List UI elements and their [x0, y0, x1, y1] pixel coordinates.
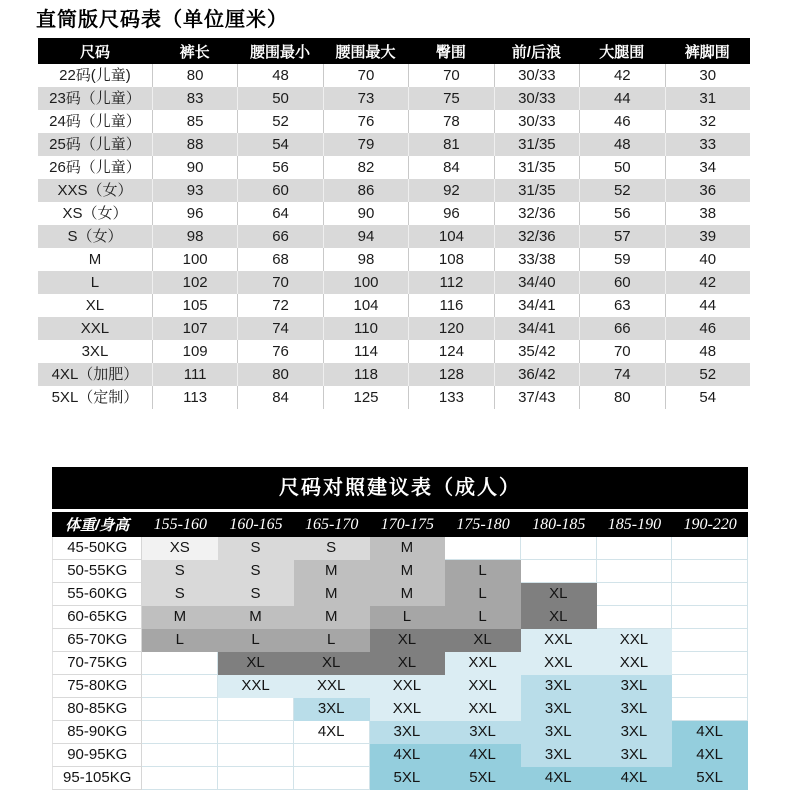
size-label-cell: M — [88, 251, 102, 268]
measurement-cell: 70 — [408, 64, 493, 87]
table-row — [38, 271, 750, 294]
measurement-cell: 75 — [408, 87, 493, 110]
recommended-size-cell: 4XL — [294, 721, 370, 744]
recommended-size-cell: S — [218, 560, 294, 583]
recommended-size-cell: 3XL — [445, 721, 521, 744]
weight-range-cell: 95-105KG — [52, 767, 142, 790]
measurement-cell: 80 — [237, 363, 322, 386]
empty-cell — [521, 560, 597, 583]
recommended-size-cell: 3XL — [370, 721, 446, 744]
measurement-cell: 74 — [579, 363, 664, 386]
measurement-cell: 35/42 — [494, 340, 579, 363]
empty-cell — [218, 744, 294, 767]
table-row — [52, 675, 748, 698]
recommended-size-cell: S — [218, 537, 294, 560]
recommended-size-cell: XXL — [597, 652, 673, 675]
measurement-cell: 94 — [323, 225, 408, 248]
measurement-cell: 68 — [237, 248, 322, 271]
measurement-cell: 57 — [579, 225, 664, 248]
measurement-cell: 66 — [237, 225, 322, 248]
table-row — [38, 248, 750, 271]
table-row — [38, 225, 750, 248]
weight-range-cell: 85-90KG — [52, 721, 142, 744]
measurement-cell: 92 — [408, 179, 493, 202]
measurement-cell: 80 — [152, 64, 237, 87]
empty-cell — [597, 583, 673, 606]
weight-range-cell: 80-85KG — [52, 698, 142, 721]
height-range-header: 160-165 — [218, 512, 294, 537]
measurement-cell: 44 — [579, 87, 664, 110]
measurement-cell: 105 — [152, 294, 237, 317]
recommended-size-cell: 3XL — [521, 721, 597, 744]
column-header: 裤长 — [152, 38, 237, 64]
measurement-cell: 100 — [323, 271, 408, 294]
weight-range-cell: 50-55KG — [52, 560, 142, 583]
measurement-cell: 107 — [152, 317, 237, 340]
column-header: 大腿围 — [579, 38, 664, 64]
table-row — [38, 87, 750, 110]
measurement-cell: 56 — [237, 156, 322, 179]
table-row — [52, 744, 748, 767]
measurement-cell: 54 — [237, 133, 322, 156]
recommended-size-cell: 5XL — [445, 767, 521, 790]
empty-cell — [142, 744, 218, 767]
empty-cell — [672, 698, 748, 721]
recommended-size-cell: XXL — [597, 629, 673, 652]
height-range-header: 190-220 — [672, 512, 748, 537]
recommended-size-cell: M — [370, 537, 446, 560]
recommended-size-cell: 5XL — [672, 767, 748, 790]
recommended-size-cell: XL — [370, 629, 446, 652]
measurement-cell: 78 — [408, 110, 493, 133]
measurement-cell: 74 — [237, 317, 322, 340]
size-recommendation-section — [52, 467, 748, 790]
recommended-size-cell: XL — [294, 652, 370, 675]
measurement-cell: 31/35 — [494, 156, 579, 179]
measurement-cell: 90 — [152, 156, 237, 179]
recommended-size-cell: XL — [521, 606, 597, 629]
measurement-cell: 50 — [237, 87, 322, 110]
recommended-size-cell: 3XL — [521, 698, 597, 721]
height-range-header: 170-175 — [370, 512, 446, 537]
measurement-cell: 63 — [579, 294, 664, 317]
measurement-cell: 73 — [323, 87, 408, 110]
straight-size-chart-title: 直筒版尺码表（单位厘米） — [36, 9, 288, 31]
recommended-size-cell: XXL — [521, 652, 597, 675]
measurement-cell: 102 — [152, 271, 237, 294]
measurement-cell: 60 — [237, 179, 322, 202]
size-label-cell: L — [90, 274, 100, 291]
measurement-cell: 84 — [408, 156, 493, 179]
size-label-cell: XS（女） — [62, 205, 128, 222]
measurement-cell: 52 — [579, 179, 664, 202]
measurement-cell: 116 — [408, 294, 493, 317]
measurement-cell: 83 — [152, 87, 237, 110]
recommended-size-cell: XXL — [445, 652, 521, 675]
column-header: 尺码 — [38, 38, 152, 64]
measurement-cell: 31/35 — [494, 133, 579, 156]
measurement-cell: 34/41 — [494, 294, 579, 317]
recommended-size-cell: XL — [521, 583, 597, 606]
empty-cell — [672, 629, 748, 652]
measurement-cell: 64 — [237, 202, 322, 225]
weight-range-cell: 90-95KG — [52, 744, 142, 767]
recommended-size-cell: S — [218, 583, 294, 606]
measurement-cell: 46 — [579, 110, 664, 133]
table-row — [52, 652, 748, 675]
column-header: 裤脚围 — [665, 38, 750, 64]
measurement-cell: 96 — [152, 202, 237, 225]
empty-cell — [445, 537, 521, 560]
measurement-cell: 42 — [665, 271, 750, 294]
size-label-cell: 5XL（定制） — [51, 389, 139, 406]
height-range-header: 185-190 — [597, 512, 673, 537]
measurement-cell: 100 — [152, 248, 237, 271]
measurement-cell: 79 — [323, 133, 408, 156]
measurement-cell: 84 — [237, 386, 322, 409]
recommended-size-cell: L — [445, 560, 521, 583]
recommended-size-cell: 4XL — [445, 744, 521, 767]
table-row — [52, 629, 748, 652]
size-recommendation-table — [52, 512, 748, 790]
height-range-header: 175-180 — [445, 512, 521, 537]
measurement-cell: 124 — [408, 340, 493, 363]
height-range-header: 180-185 — [521, 512, 597, 537]
recommended-size-cell: L — [445, 606, 521, 629]
measurement-cell: 33 — [665, 133, 750, 156]
weight-range-cell: 45-50KG — [52, 537, 142, 560]
measurement-cell: 125 — [323, 386, 408, 409]
recommended-size-cell: L — [445, 583, 521, 606]
empty-cell — [218, 698, 294, 721]
recommended-size-cell: 3XL — [294, 698, 370, 721]
measurement-cell: 31/35 — [494, 179, 579, 202]
measurement-cell: 34/41 — [494, 317, 579, 340]
recommended-size-cell: M — [370, 560, 446, 583]
measurement-cell: 113 — [152, 386, 237, 409]
recommended-size-cell: 4XL — [672, 721, 748, 744]
size-label-cell: 25码（儿童） — [49, 136, 141, 153]
recommended-size-cell: M — [218, 606, 294, 629]
recommended-size-cell: S — [142, 560, 218, 583]
empty-cell — [597, 560, 673, 583]
recommended-size-cell: M — [294, 583, 370, 606]
measurement-cell: 52 — [237, 110, 322, 133]
recommended-size-cell: XXL — [218, 675, 294, 698]
table-row — [52, 698, 748, 721]
recommended-size-cell: 4XL — [370, 744, 446, 767]
measurement-cell: 70 — [579, 340, 664, 363]
recommended-size-cell: 3XL — [597, 698, 673, 721]
measurement-cell: 36 — [665, 179, 750, 202]
empty-cell — [294, 767, 370, 790]
size-label-cell: 22码(儿童) — [59, 67, 131, 84]
empty-cell — [218, 767, 294, 790]
measurement-cell: 88 — [152, 133, 237, 156]
measurement-cell: 30/33 — [494, 64, 579, 87]
table-row — [52, 560, 748, 583]
recommended-size-cell: L — [294, 629, 370, 652]
measurement-cell: 72 — [237, 294, 322, 317]
measurement-cell: 98 — [323, 248, 408, 271]
height-range-header: 155-160 — [142, 512, 218, 537]
measurement-cell: 108 — [408, 248, 493, 271]
measurement-cell: 48 — [237, 64, 322, 87]
measurement-cell: 34 — [665, 156, 750, 179]
measurement-cell: 76 — [323, 110, 408, 133]
measurement-cell: 98 — [152, 225, 237, 248]
measurement-cell: 34/40 — [494, 271, 579, 294]
weight-range-cell: 70-75KG — [52, 652, 142, 675]
table-row — [52, 721, 748, 744]
measurement-cell: 40 — [665, 248, 750, 271]
measurement-cell: 39 — [665, 225, 750, 248]
measurement-cell: 60 — [579, 271, 664, 294]
recommended-size-cell: 4XL — [597, 767, 673, 790]
recommended-size-cell: 5XL — [370, 767, 446, 790]
empty-cell — [597, 537, 673, 560]
size-label-cell: 3XL — [81, 343, 109, 360]
measurement-cell: 96 — [408, 202, 493, 225]
measurement-cell: 30/33 — [494, 87, 579, 110]
measurement-cell: 109 — [152, 340, 237, 363]
size-recommendation-table-body — [52, 537, 748, 790]
recommended-size-cell: 4XL — [672, 744, 748, 767]
measurement-cell: 30 — [665, 64, 750, 87]
column-header: 腰围最大 — [323, 38, 408, 64]
table-row — [38, 110, 750, 133]
measurement-cell: 50 — [579, 156, 664, 179]
recommended-size-cell: M — [370, 583, 446, 606]
recommended-size-cell: L — [218, 629, 294, 652]
measurement-cell: 31 — [665, 87, 750, 110]
recommended-size-cell: XXL — [294, 675, 370, 698]
recommended-size-cell: XL — [218, 652, 294, 675]
recommended-size-cell: XXL — [521, 629, 597, 652]
size-label-cell: 23码（儿童） — [49, 90, 141, 107]
empty-cell — [142, 698, 218, 721]
measurement-cell: 80 — [579, 386, 664, 409]
measurement-cell: 54 — [665, 386, 750, 409]
recommended-size-cell: L — [370, 606, 446, 629]
height-range-header: 165-170 — [294, 512, 370, 537]
straight-table-header-row — [38, 38, 750, 64]
recommended-size-cell: 3XL — [597, 744, 673, 767]
table-row — [38, 179, 750, 202]
measurement-cell: 128 — [408, 363, 493, 386]
empty-cell — [672, 560, 748, 583]
measurement-cell: 93 — [152, 179, 237, 202]
measurement-cell: 86 — [323, 179, 408, 202]
measurement-cell: 33/38 — [494, 248, 579, 271]
recommended-size-cell: 3XL — [597, 675, 673, 698]
weight-height-corner-header: 体重/身高 — [52, 512, 142, 537]
recommended-size-cell: L — [142, 629, 218, 652]
recommended-size-cell: M — [142, 606, 218, 629]
empty-cell — [521, 537, 597, 560]
table-row — [38, 64, 750, 87]
recommended-size-cell: 3XL — [597, 721, 673, 744]
measurement-cell: 90 — [323, 202, 408, 225]
measurement-cell: 36/42 — [494, 363, 579, 386]
column-header: 腰围最小 — [237, 38, 322, 64]
measurement-cell: 42 — [579, 64, 664, 87]
recommended-size-cell: S — [142, 583, 218, 606]
table-row — [38, 294, 750, 317]
measurement-cell: 30/33 — [494, 110, 579, 133]
weight-range-cell: 60-65KG — [52, 606, 142, 629]
empty-cell — [142, 652, 218, 675]
measurement-cell: 44 — [665, 294, 750, 317]
measurement-cell: 32/36 — [494, 225, 579, 248]
recommended-size-cell: XXL — [370, 675, 446, 698]
measurement-cell: 46 — [665, 317, 750, 340]
recommendation-table-title: 尺码对照建议表（成人） — [52, 467, 748, 509]
table-row — [38, 202, 750, 225]
table-row — [38, 133, 750, 156]
measurement-cell: 32 — [665, 110, 750, 133]
recommendation-table-header-row — [52, 512, 748, 537]
measurement-cell: 48 — [579, 133, 664, 156]
recommended-size-cell: 4XL — [521, 767, 597, 790]
measurement-cell: 48 — [665, 340, 750, 363]
recommended-size-cell: S — [294, 537, 370, 560]
table-row — [52, 583, 748, 606]
recommended-size-cell: XS — [142, 537, 218, 560]
measurement-cell: 70 — [237, 271, 322, 294]
recommended-size-cell: XXL — [445, 698, 521, 721]
measurement-cell: 85 — [152, 110, 237, 133]
table-row — [38, 156, 750, 179]
empty-cell — [218, 721, 294, 744]
empty-cell — [142, 675, 218, 698]
size-label-cell: XL — [85, 297, 105, 314]
measurement-cell: 112 — [408, 271, 493, 294]
measurement-cell: 120 — [408, 317, 493, 340]
measurement-cell: 81 — [408, 133, 493, 156]
empty-cell — [672, 606, 748, 629]
column-header: 臀围 — [408, 38, 493, 64]
table-row — [38, 363, 750, 386]
empty-cell — [672, 675, 748, 698]
straight-size-table-body — [38, 64, 750, 409]
measurement-cell: 114 — [323, 340, 408, 363]
measurement-cell: 104 — [408, 225, 493, 248]
recommended-size-cell: M — [294, 606, 370, 629]
size-label-cell: 24码（儿童） — [49, 113, 141, 130]
empty-cell — [597, 606, 673, 629]
table-row — [52, 606, 748, 629]
empty-cell — [672, 652, 748, 675]
recommended-size-cell: XL — [370, 652, 446, 675]
measurement-cell: 38 — [665, 202, 750, 225]
size-label-cell: S（女） — [67, 228, 123, 245]
weight-range-cell: 55-60KG — [52, 583, 142, 606]
measurement-cell: 110 — [323, 317, 408, 340]
column-header: 前/后浪 — [494, 38, 579, 64]
size-label-cell: 26码（儿童） — [49, 159, 141, 176]
measurement-cell: 133 — [408, 386, 493, 409]
measurement-cell: 37/43 — [494, 386, 579, 409]
table-row — [38, 386, 750, 409]
straight-size-table — [38, 38, 750, 409]
measurement-cell: 118 — [323, 363, 408, 386]
measurement-cell: 59 — [579, 248, 664, 271]
table-row — [38, 317, 750, 340]
empty-cell — [142, 767, 218, 790]
size-label-cell: XXL — [80, 320, 110, 337]
empty-cell — [142, 721, 218, 744]
size-label-cell: 4XL（加肥） — [51, 366, 139, 383]
measurement-cell: 32/36 — [494, 202, 579, 225]
measurement-cell: 70 — [323, 64, 408, 87]
measurement-cell: 66 — [579, 317, 664, 340]
recommended-size-cell: XXL — [445, 675, 521, 698]
table-row — [52, 537, 748, 560]
measurement-cell: 104 — [323, 294, 408, 317]
size-label-cell: XXS（女） — [57, 182, 133, 199]
empty-cell — [672, 537, 748, 560]
recommended-size-cell: XXL — [370, 698, 446, 721]
recommended-size-cell: 3XL — [521, 675, 597, 698]
recommended-size-cell: XL — [445, 629, 521, 652]
table-row — [52, 767, 748, 790]
recommended-size-cell: 3XL — [521, 744, 597, 767]
empty-cell — [294, 744, 370, 767]
table-row — [38, 340, 750, 363]
measurement-cell: 52 — [665, 363, 750, 386]
measurement-cell: 76 — [237, 340, 322, 363]
measurement-cell: 82 — [323, 156, 408, 179]
empty-cell — [672, 583, 748, 606]
weight-range-cell: 65-70KG — [52, 629, 142, 652]
recommended-size-cell: M — [294, 560, 370, 583]
measurement-cell: 111 — [152, 363, 237, 386]
measurement-cell: 56 — [579, 202, 664, 225]
weight-range-cell: 75-80KG — [52, 675, 142, 698]
